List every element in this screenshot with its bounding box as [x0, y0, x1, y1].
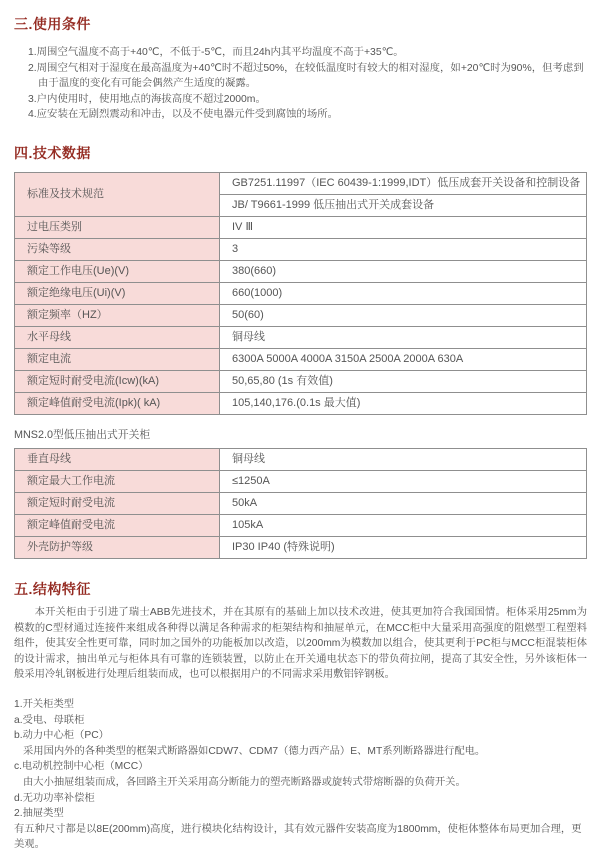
usage-condition-item: 3.户内使用时，使用地点的海拔高度不超过2000m。	[28, 93, 266, 105]
table-row	[15, 260, 587, 282]
table-row-value: 6300A 5000A 4000A 3150A 2500A 2000A 630A	[220, 348, 587, 370]
tech-data-table	[14, 172, 587, 415]
mns-switchgear-table	[14, 448, 587, 559]
table-row-value: 铜母线	[220, 326, 587, 348]
table-row-value: 105,140,176.(0.1s 最大值)	[220, 392, 587, 414]
table-row-label: 额定短时耐受电流(Icw)(kA)	[15, 370, 220, 392]
table-row-value: 50(60)	[220, 304, 587, 326]
table-row	[15, 282, 587, 304]
table-row	[15, 238, 587, 260]
structure-list-item: b.动力中心柜（PC）	[14, 730, 109, 742]
table-row	[15, 216, 587, 238]
structure-list-item: d.无功功率补偿柜	[14, 792, 95, 804]
table-row-label: 额定峰值耐受电流(Ipk)( kA)	[15, 392, 220, 414]
table-row	[15, 514, 587, 536]
table-row-label: 污染等级	[15, 238, 220, 260]
structure-list-item: 由大小抽屉组装而成，各回路主开关采用高分断能力的塑壳断路器或旋转式带熔断器的负荷开关。	[23, 776, 466, 788]
table-row-value: 铜母线	[220, 448, 587, 470]
table-row	[15, 536, 587, 558]
table-row	[15, 172, 587, 194]
table-row-value: GB7251.11997（IEC 60439-1:1999,IDT）低压成套开关设备和控制设备	[220, 172, 587, 194]
table-row-label: 垂直母线	[15, 448, 220, 470]
structure-paragraph: 本开关柜由于引进了瑞士ABB先进技术，并在其原有的基础上加以技术改进，使其更加符合我国国情。柜体采用25mm为模数的C型材通过连接件来组成各种得以满足各种需求的柜架结构和抽屉单元，在MCC柜中大量采用高强度的阻燃型工程塑料组件，使其安全性更可靠，同时加之国外的功能板加以改造，以200mm为模数加以组合，使其更利于PC柜与MCC柜混装柜体的设计需求，抽出单元与柜体具有可靠的连锁装置，以防止在开关通电状态下的带负荷拉闸，提高了其安全性，另外该柜体一般采用冷轧钢板进行处理后组装而成，也可以根据用户的不同需求采用敷铝锌钢板。	[14, 606, 587, 681]
table-row-value: IV Ⅲ	[220, 216, 587, 238]
usage-condition-item: 2.周围空气相对于湿度在最高温度为+40℃时不超过50%，在较低温度时有较大的相对湿度，如+20℃时为90%，但考虑到由于温度的变化有可能会偶然产生适度的凝露。	[28, 62, 584, 90]
structure-list-item: 1.开关柜类型	[14, 698, 75, 710]
table-row-value: 380(660)	[220, 260, 587, 282]
table-row-value: JB/ T9661-1999 低压抽出式开关成套设备	[220, 194, 587, 216]
table-row	[15, 492, 587, 514]
table-row-value: 105kA	[220, 514, 587, 536]
table-row	[15, 370, 587, 392]
table-row-label: 过电压类别	[15, 216, 220, 238]
structure-feature-list	[14, 697, 587, 853]
table-row-label: 额定绝缘电压(Ui)(V)	[15, 282, 220, 304]
usage-condition-item: 4.应安装在无剧烈震动和冲击，以及不使电器元件受到腐蚀的场所。	[28, 109, 338, 121]
table-row-label: 标准及技术规范	[15, 172, 220, 216]
structure-list-item: c.电动机控制中心柜（MCC）	[14, 761, 149, 773]
section-structure-title: 五.结构特征	[14, 580, 91, 597]
section-usage-title: 三.使用条件	[14, 16, 91, 32]
table-row-label: 额定最大工作电流	[15, 470, 220, 492]
sub-table-title: MNS2.0型低压抽出式开关柜	[14, 428, 151, 441]
table-row	[15, 448, 587, 470]
table-row-label: 额定峰值耐受电流	[15, 514, 220, 536]
table-row	[15, 304, 587, 326]
table-row-label: 额定短时耐受电流	[15, 492, 220, 514]
table-row-value: 50kA	[220, 492, 587, 514]
table-row-value: 660(1000)	[220, 282, 587, 304]
table-row	[15, 348, 587, 370]
table-row-label: 水平母线	[15, 326, 220, 348]
structure-list-item: 2.抽屉类型	[14, 808, 64, 820]
table-row-label: 额定工作电压(Ue)(V)	[15, 260, 220, 282]
table-row-label: 额定电流	[15, 348, 220, 370]
table-row-value: IP30 IP40 (特殊说明)	[220, 536, 587, 558]
table-row	[15, 326, 587, 348]
table-row-value: 3	[220, 238, 587, 260]
table-row-label: 额定频率（HZ）	[15, 304, 220, 326]
table-row-value: ≤1250A	[220, 470, 587, 492]
structure-list-item: 有五种尺寸都是以8E(200mm)高度，进行模块化结构设计，其有效元器件安装高度为1800mm，使柜体整体布局更加合理，更美观。	[14, 823, 582, 851]
usage-conditions-list	[28, 45, 587, 123]
usage-condition-item: 1.周围空气温度不高于+40℃，不低于-5℃，而且24h内其平均温度不高于+35℃。	[28, 47, 404, 58]
section-tech-title: 四.技术数据	[14, 144, 91, 161]
table-row-value: 50,65,80 (1s 有效值)	[220, 370, 587, 392]
table-row	[15, 392, 587, 414]
table-row-label: 外壳防护等级	[15, 536, 220, 558]
structure-list-item: 采用国内外的各种类型的框架式断路器如CDW7、CDM7（德力西产品）E、MT系列断路器进行配电。	[23, 745, 486, 757]
table-row	[15, 470, 587, 492]
structure-list-item: a.受电、母联柜	[14, 714, 85, 726]
